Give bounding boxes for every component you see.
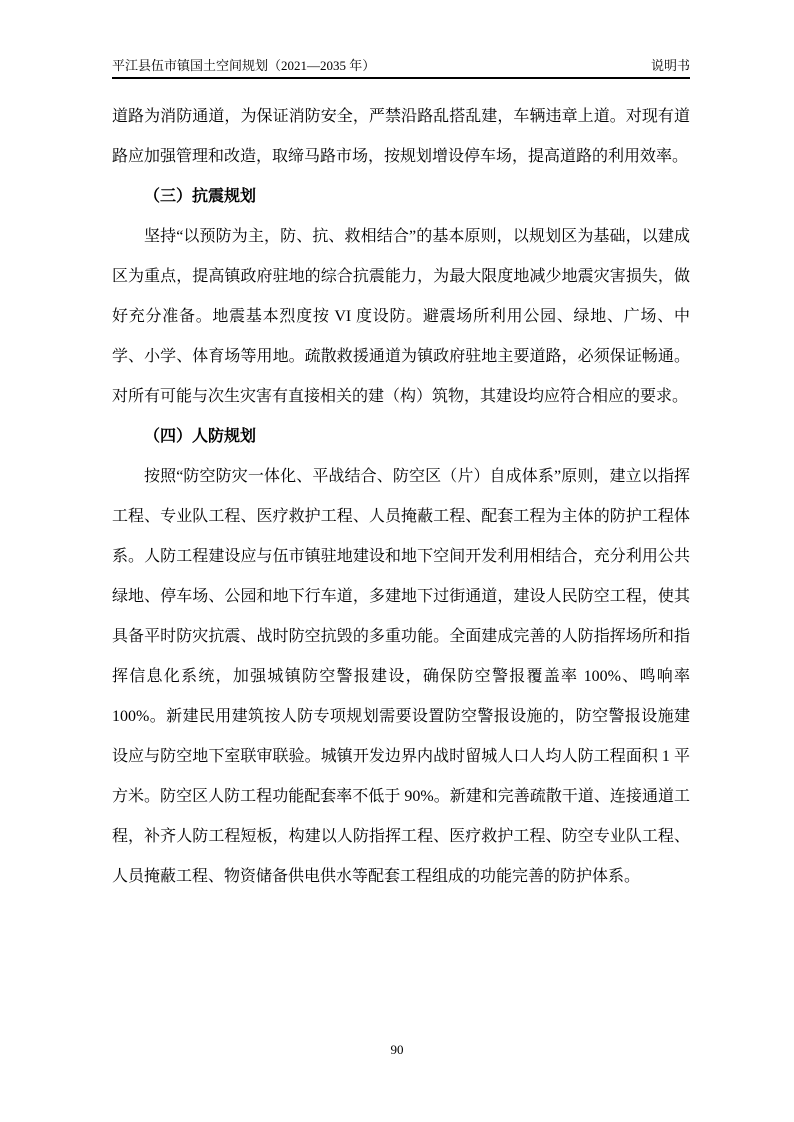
page-footer xyxy=(0,1041,794,1059)
page-number: 90 xyxy=(390,1042,404,1057)
header-document-title: 平江县伍市镇国土空间规划（2021—2035 年） xyxy=(112,58,376,73)
header-doc-type-label: 说明书 xyxy=(650,58,690,73)
heading-seismic-planning: （三）抗震规划 xyxy=(144,188,257,205)
page-header xyxy=(112,56,690,79)
paragraph-civil-air-defense-planning: 按照“防空防灾一体化、平战结合、防空区（片）自成体系”原则，建立以指挥工程、专业队工程、医疗救护工程、人员掩蔽工程、配套工程为主体的防护工程体系。人防工程建设应与伍市镇驻地建设和地下空间开发利用相结合，充分利用公共绿地、停车场、公园和地下行车道，多建地下过街通道，建设人民防空工程，使其具备平时防灾抗震、战时防空抗毁的多重功能。全面建成完善的人防指挥场所和指挥信息化系统，加强城镇防空警报建设，确保防空警报覆盖率 100%、鸣响率 100%。新建民用建筑按人防专项规划需要设置防空警报设施的，防空警报设施建设应与防空地下室联审联验。城镇开发边界内战时留城人口人均人防工程面积 1 平方米。防空区人防工程功能配套率不低于 90%。新建和完善疏散干道、连接通道工程，补齐人防工程短板，构建以人防指挥工程、医疗救护工程、防空专业队工程、人员掩蔽工程、物资储备供电供水等配套工程组成的功能完善的防护体系。 xyxy=(112,468,690,885)
paragraph-seismic-planning: 坚持“以预防为主，防、抗、救相结合”的基本原则，以规划区为基础，以建成区为重点，提高镇政府驻地的综合抗震能力，为最大限度地减少地震灾害损失，做好充分准备。地震基本烈度按 VI 度设防。避震场所利用公园、绿地、广场、中学、小学、体育场等用地。疏散救援通道为镇政府驻地主要道路，必须保证畅通。对所有可能与次生灾害有直接相关的建（构）筑物，其建设均应符合相应的要求。 xyxy=(112,228,690,405)
heading-civil-air-defense-planning: （四）人防规划 xyxy=(144,428,257,445)
document-body xyxy=(112,97,690,897)
paragraph-fire-road: 道路为消防通道，为保证消防安全，严禁沿路乱搭乱建，车辆违章上道。对现有道路应加强管理和改造，取缔马路市场，按规划增设停车场，提高道路的利用效率。 xyxy=(112,108,690,165)
